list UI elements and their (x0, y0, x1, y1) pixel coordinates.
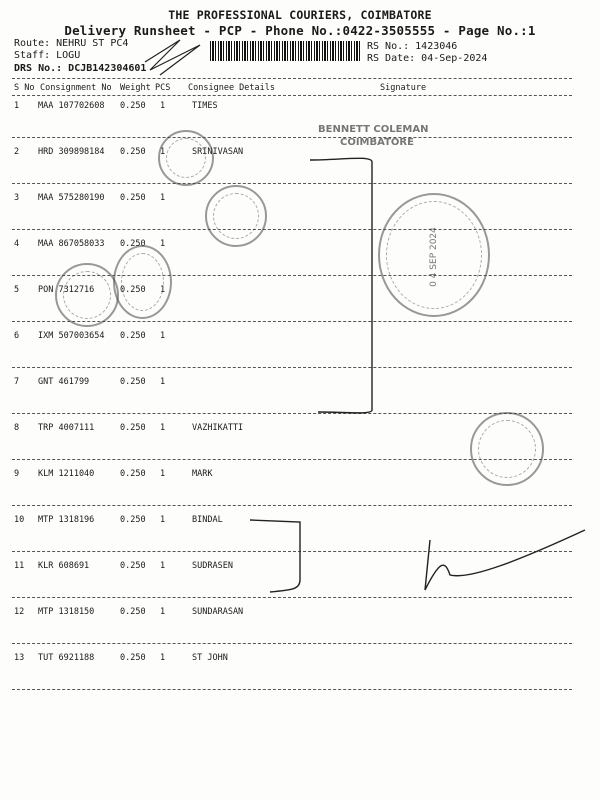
cell-pcs: 1 (160, 561, 166, 571)
cell-weight: 0.250 (120, 285, 146, 295)
cell-consignment: IXM 507003654 (38, 331, 105, 341)
col-header-pcs: PCS (155, 83, 171, 93)
cell-sno: 7 (14, 377, 20, 387)
cell-consignee: BINDAL (192, 515, 223, 525)
cell-consignment: MAA 107702608 (38, 101, 105, 111)
cell-consignment: KLR 608691 (38, 561, 90, 571)
cell-consignment: PON 7312716 (38, 285, 95, 295)
cell-weight: 0.250 (120, 377, 146, 387)
cell-consignment: TRP 4007111 (38, 423, 95, 433)
cell-pcs: 1 (160, 147, 166, 157)
cell-sno: 11 (14, 561, 25, 571)
cell-weight: 0.250 (120, 331, 146, 341)
runsheet-subtitle: Delivery Runsheet - PCP - Phone No.:0422-3505555 - Page No.:1 (64, 23, 536, 38)
cell-pcs: 1 (160, 193, 166, 203)
cell-pcs: 1 (160, 377, 166, 387)
col-header-consignee: Consignee Details (188, 83, 275, 93)
cell-weight: 0.250 (120, 469, 146, 479)
cell-consignment: MTP 1318150 (38, 607, 95, 617)
drs-number: DRS No.: DCJB142304601 (14, 63, 147, 74)
cell-sno: 1 (14, 101, 20, 111)
cell-sno: 9 (14, 469, 20, 479)
company-title: THE PROFESSIONAL COURIERS, COIMBATORE (168, 8, 432, 22)
cell-sno: 5 (14, 285, 20, 295)
cell-pcs: 1 (160, 331, 166, 341)
round-stamp-date: 0 4 SEP 2024 (428, 227, 439, 287)
cell-weight: 0.250 (120, 239, 146, 249)
cell-pcs: 1 (160, 423, 166, 433)
cell-sno: 2 (14, 147, 20, 157)
signature-bracket-1 (310, 158, 372, 413)
cell-pcs: 1 (160, 469, 166, 479)
cell-weight: 0.250 (120, 561, 146, 571)
cell-weight: 0.250 (120, 147, 146, 157)
cell-consignment: GNT 461799 (38, 377, 90, 387)
cell-weight: 0.250 (120, 101, 146, 111)
cell-pcs: 1 (160, 607, 166, 617)
col-header-consignment: Consignment No (40, 83, 112, 93)
route-label: Route: NEHRU ST PC4 (14, 38, 129, 49)
cell-pcs: 1 (160, 285, 166, 295)
signature-bracket-2 (250, 520, 300, 592)
cell-weight: 0.250 (120, 423, 146, 433)
cell-consignee: SUNDARASAN (192, 607, 244, 617)
signature-scribble-bottom (425, 530, 585, 590)
cell-sno: 8 (14, 423, 20, 433)
bennett-stamp-line1: BENNETT COLEMAN (318, 124, 429, 135)
rs-number: RS No.: 1423046 (367, 41, 458, 52)
cell-consignment: MAA 575280190 (38, 193, 105, 203)
rs-date: RS Date: 04-Sep-2024 (367, 53, 488, 64)
bennett-stamp-line2: COIMBATORE (340, 137, 414, 148)
cell-pcs: 1 (160, 515, 166, 525)
cell-consignment: HRD 309898184 (38, 147, 105, 157)
cell-pcs: 1 (160, 101, 166, 111)
cell-consignee: ST JOHN (192, 653, 228, 663)
cell-consignee: SUDRASEN (192, 561, 233, 571)
signature-scribble-top (145, 40, 200, 75)
col-header-sno: S No (14, 83, 35, 93)
cell-sno: 6 (14, 331, 20, 341)
cell-consignment: MTP 1318196 (38, 515, 95, 525)
cell-consignee: SRINIVASAN (192, 147, 244, 157)
cell-consignee: VAZHIKATTI (192, 423, 244, 433)
cell-weight: 0.250 (120, 653, 146, 663)
cell-sno: 13 (14, 653, 25, 663)
col-header-signature: Signature (380, 83, 427, 93)
cell-consignment: TUT 6921188 (38, 653, 95, 663)
cell-consignee: TIMES (192, 101, 218, 111)
cell-weight: 0.250 (120, 193, 146, 203)
staff-label: Staff: LOGU (14, 50, 81, 61)
cell-sno: 10 (14, 515, 25, 525)
cell-sno: 3 (14, 193, 20, 203)
cell-sno: 12 (14, 607, 25, 617)
cell-pcs: 1 (160, 653, 166, 663)
cell-consignment: MAA 867058033 (38, 239, 105, 249)
cell-sno: 4 (14, 239, 20, 249)
cell-weight: 0.250 (120, 515, 146, 525)
cell-consignee: MARK (192, 469, 213, 479)
cell-weight: 0.250 (120, 607, 146, 617)
cell-consignment: KLM 1211040 (38, 469, 95, 479)
cell-pcs: 1 (160, 239, 166, 249)
col-header-weight: Weight (120, 83, 151, 93)
